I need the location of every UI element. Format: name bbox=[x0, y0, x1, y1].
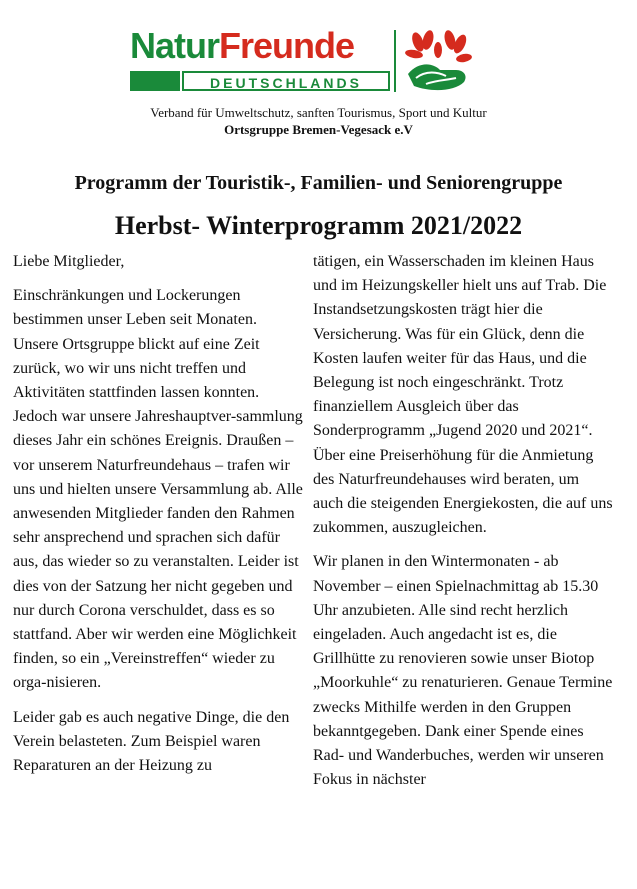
body-paragraph: Einschränkungen und Lockerungen bestimmen unser Leben seit Monaten. Unsere Ortsgruppe blickt auf eine Zeit zurück, wo wir uns nicht treffen und Aktivitäten stattfinden lassen konnten. Jedoch war unsere Jahreshauptver-sammlung dieses Jahr ein schönes Ereignis. Draußen – vor unserem Naturfreundehaus – trafen wir uns und hielten unsere Versammlung ab. Alle anwesenden Mitglieder fanden den Rahmen sehr ansprechend und sprachen sich dafür aus, das wieder so zu veranstalten. Leider ist dies von der Satzung her nicht gegeben und nur durch Corona verschuldet, dass es so stattfand. Aber wir werden eine Möglichkeit finden, so ein „Vereinstreffen“ wieder zu orga-nisieren. bbox=[13, 287, 303, 692]
left-column bbox=[13, 250, 303, 788]
page-title: Herbst- Winterprogramm 2021/2022 bbox=[114, 211, 523, 240]
body-paragraph: Leider gab es auch negative Dinge, die den Verein belasteten. Zum Beispiel waren Reparaturen an der Heizung zu bbox=[13, 708, 290, 775]
section-title: Programm der Touristik-, Familien- und Seniorengruppe bbox=[74, 172, 563, 194]
logo-wordmark bbox=[130, 25, 355, 66]
logo-word-red: Freunde bbox=[219, 25, 355, 66]
right-column bbox=[313, 250, 613, 802]
logo-divider bbox=[394, 30, 396, 92]
tagline: Verband für Umweltschutz, sanften Tourismus, Sport und Kultur bbox=[150, 105, 487, 120]
logo-bar bbox=[130, 71, 180, 91]
logo-word-green: Natur bbox=[130, 25, 220, 66]
header-tagline-block bbox=[0, 104, 637, 138]
handshake-flower-icon bbox=[402, 28, 474, 96]
ortsgruppe-name: Ortsgruppe Bremen-Vegesack e.V bbox=[224, 122, 413, 137]
greeting-paragraph: Liebe Mitglieder, bbox=[13, 253, 125, 270]
body-paragraph: Wir planen in den Wintermonaten - ab November – einen Spielnachmittag ab 15.30 Uhr anzubieten. Alle sind recht herzlich eingeladen. Auch angedacht ist es, die Grillhütte zu renovieren sowie unser Biotop „Moorkuhle“ zu renaturieren. Genaue Termine zwecks Mithilfe werden in den Gruppen bekanntgegeben. Dank einer Spende eines Rad- und Wanderbuches, werden wir unseren Fokus in nächster bbox=[313, 553, 613, 789]
logo-subtitle: DEUTSCHLANDS bbox=[182, 71, 390, 91]
body-paragraph: tätigen, ein Wasserschaden im kleinen Haus und im Heizungskeller hielt uns auf Trab. Die Instandsetzungskosten trägt hier die Versicherung. Was für ein Glück, denn die Kosten laufen weiter für das Haus, und die Belegung ist noch eingeschränkt. Trotz finanziellem Ausgleich über das Sonderprogramm „Jugend 2020 und 2021“. Über eine Preiserhöhung für die Anmietung des Naturfreundehauses wird beraten, um auch die steigenden Energiekosten, die auf uns zukommen, auszugleichen. bbox=[313, 253, 613, 537]
naturfreunde-logo bbox=[130, 25, 470, 98]
